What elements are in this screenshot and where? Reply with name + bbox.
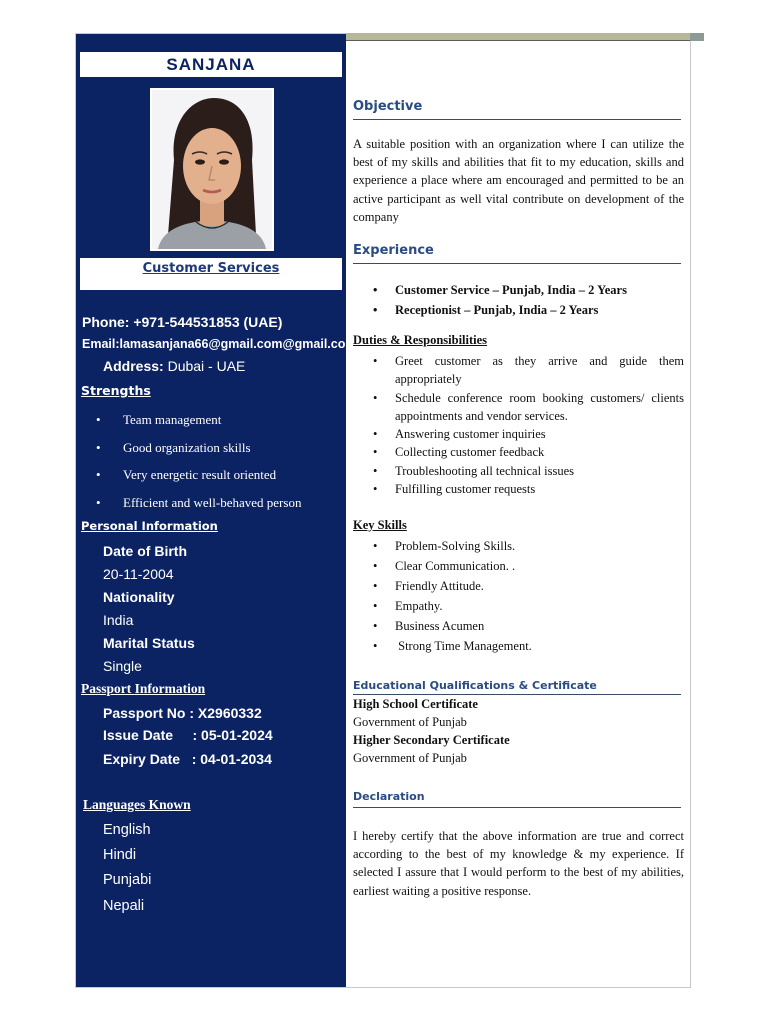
language-item: Hindi: [103, 847, 137, 863]
key-skills-list: [373, 536, 684, 656]
profile-photo: [150, 88, 274, 251]
personal-info-heading: Personal Information: [81, 519, 218, 533]
education-board-1: Government of Punjab: [353, 715, 467, 729]
list-item: • Schedule conference room booking customers/ clients appointments and vendor services.: [373, 389, 684, 426]
education-board-2: Government of Punjab: [353, 751, 467, 765]
top-accent-bar-end: [690, 33, 704, 41]
passport-number: Passport No : X2960332: [103, 705, 262, 721]
address-value: Dubai - UAE: [167, 358, 246, 374]
passport-info-heading: Passport Information: [81, 681, 206, 696]
list-item: • Problem-Solving Skills.: [373, 536, 684, 556]
declaration-heading: Declaration: [353, 790, 681, 808]
duties-list: [373, 352, 684, 498]
dob-label: Date of Birth: [103, 543, 187, 559]
passport-expiry-date: Expiry Date : 04-01-2034: [103, 751, 272, 767]
list-item: • Troubleshooting all technical issues: [373, 462, 684, 480]
list-item: • Efficient and well-behaved person: [96, 493, 301, 521]
name-banner: [80, 52, 342, 77]
phone-number: Phone: +971-544531853 (UAE): [82, 314, 283, 330]
list-item: • Answering customer inquiries: [373, 425, 684, 443]
language-item: Nepali: [103, 898, 145, 914]
list-item: • Business Acumen: [373, 616, 684, 636]
passport-issue-date: Issue Date : 05-01-2024: [103, 727, 273, 743]
marital-status-value: Single: [103, 658, 142, 674]
job-title: Customer Services: [142, 261, 280, 276]
languages-heading: Languages Known: [83, 797, 191, 812]
list-item: • Strong Time Management.: [373, 636, 684, 656]
email-address: Email:lamasanjana66@gmail.com@gmail.com: [82, 337, 357, 351]
list-item: • Customer Service – Punjab, India – 2 Years: [373, 281, 684, 301]
nationality-label: Nationality: [103, 589, 175, 605]
address-label: Address:: [103, 358, 164, 374]
list-item: • Receptionist – Punjab, India – 2 Years: [373, 301, 684, 321]
address: [103, 358, 245, 374]
top-accent-bar: [346, 33, 704, 41]
list-item: • Greet customer as they arrive and guide them appropriately: [373, 352, 684, 389]
declaration-text: I hereby certify that the above information are true and correct according to the best of my knowledge & my experience. If selected I assure that I would perform to the best of my abilities, earliest waiting a positive response.: [353, 829, 684, 898]
education-cert-1: High School Certificate: [353, 697, 478, 711]
job-title-banner: [80, 258, 342, 290]
objective-text: A suitable position with an organization where I can utilize the best of my skills and abilities that fit to my education, skills and experience a place where am encouraged and permitted to be an active participant as well vital contribute on development of the company: [353, 137, 684, 224]
strengths-list: [96, 410, 301, 520]
list-item: • Friendly Attitude.: [373, 576, 684, 596]
language-item: Punjabi: [103, 872, 152, 888]
experience-heading: Experience: [353, 243, 681, 264]
dob-value: 20-11-2004: [103, 566, 174, 582]
list-item: • Collecting customer feedback: [373, 443, 684, 461]
list-item: • Good organization skills: [96, 438, 301, 466]
objective-heading: Objective: [353, 99, 681, 120]
nationality-value: India: [103, 612, 134, 628]
duties-heading: Duties & Responsibilities: [353, 333, 488, 347]
list-item: • Fulfilling customer requests: [373, 480, 684, 498]
list-item: • Clear Communication. .: [373, 556, 684, 576]
key-skills-heading: Key Skills: [353, 518, 407, 532]
education-cert-2: Higher Secondary Certificate: [353, 733, 510, 747]
list-item: • Very energetic result oriented: [96, 465, 301, 493]
marital-status-label: Marital Status: [103, 635, 195, 651]
list-item: • Empathy.: [373, 596, 684, 616]
list-item: • Team management: [96, 410, 301, 438]
experience-list: [373, 281, 684, 320]
strengths-heading: Strengths: [81, 383, 151, 398]
language-item: English: [103, 822, 151, 838]
education-heading: Educational Qualifications & Certificate: [353, 679, 681, 695]
candidate-name: SANJANA: [166, 55, 256, 74]
